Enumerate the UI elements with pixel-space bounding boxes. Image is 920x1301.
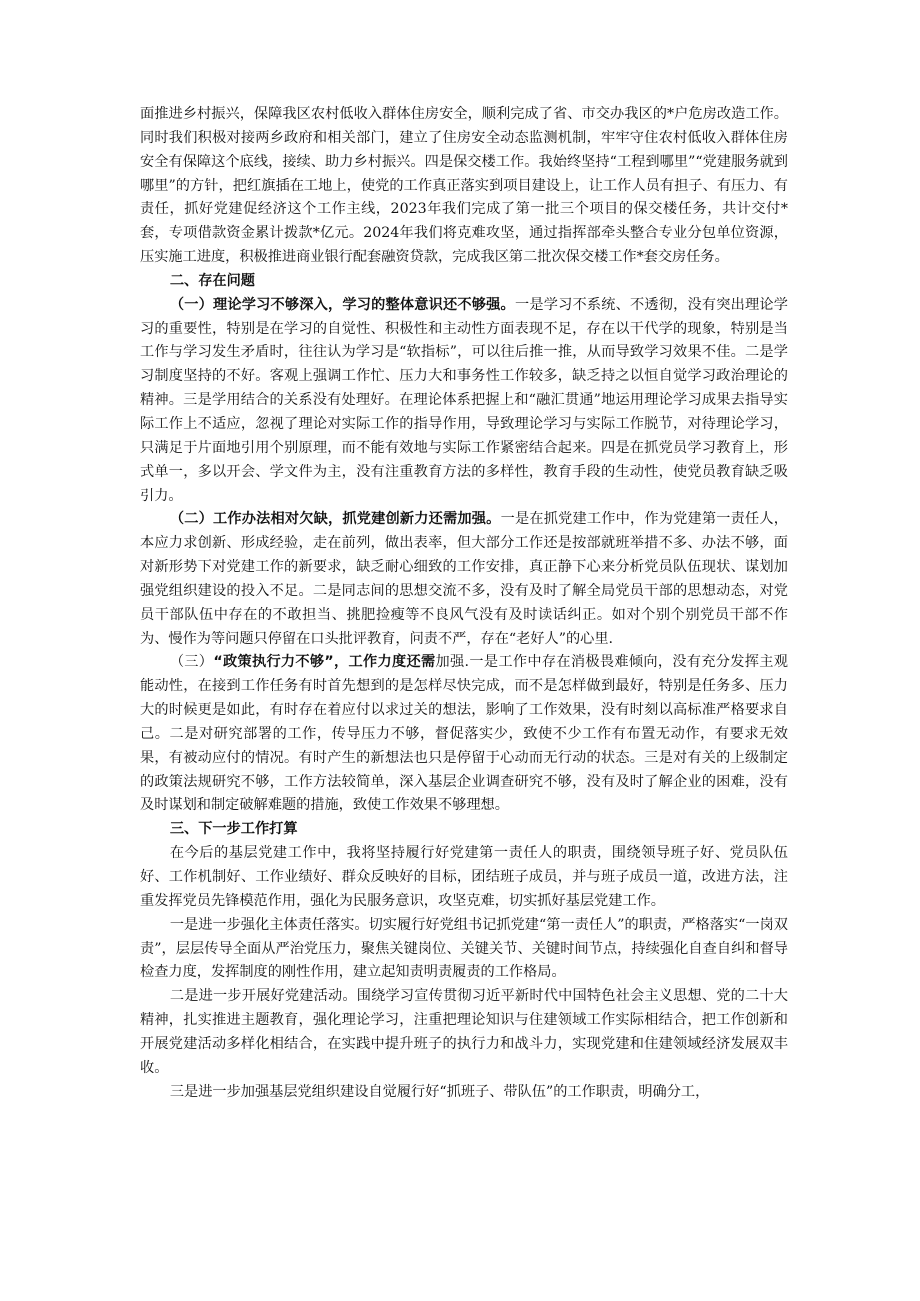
- problem-1-heading: （一）理论学习不够深入，学习的整体意识还不够强。: [169, 296, 515, 313]
- problem-2-heading: （二）工作办法相对欠缺，抓党建创新力还需加强。: [169, 511, 501, 528]
- problem-2-body: 一是在抓党建工作中，作为党建第一责任人，本应力求创新、形成经验，走在前列，做出表率，但大部分工作还是按部就班举措不多、办法不够，面对新形势下对党建工作的新要求，缺乏耐心细致的工作安排，真正静下心来分析党员队伍现状、谋划加强党组织建设的投入不足。二是同志间的思想交流不多，没有及时了解全局党员干部的思想动态，对党员干部队伍中存在的不敢担当、挑肥捡瘦等不良风气没有及时读话纠正。如对个别个别党员干部不作为、慢作为等问题只停留在口头批评教育，问责不严，存在“老好人”的心里.: [140, 511, 788, 647]
- problem-3-body: 加强.一是工作中存在消极畏难倾向，没有充分发挥主观能动性，在接到工作任务有时首先想到的是怎样尽快完成，而不是怎样做到最好，特别是任务多、压力大的时候更是如此，有时存在着应付以求过关的想法，影响了工作效果，没有时刻以高标准严格要求自己。二是对研究部署的工作，传导压力不够，督促落实少，致使不少工作有布置无动作，有要求无效果，有被动应付的情况。有时产生的新想法也只是停留于心动而无行动的状态。三是对有关的上级制定的政策法规研究不够，工作方法较简单，深入基层企业调查研究不够，没有及时了解企业的困难，没有及时谋划和制定破解难题的措施，致使工作效果不够理想。: [140, 654, 788, 814]
- section-heading-problems: 二、存在问题: [169, 272, 255, 289]
- plan-paragraph-1: 一是进一步强化主体责任落实。切实履行好党组书记抓党建“第一责任人”的职责，严格落实“一岗双责”，层层传导全面从严治党压力，聚焦关键岗位、关键关节、关键时间节点，持续强化自查自纠和督导检查力度，发挥制度的刚性作用，建立起知责明责履责的工作格局。: [140, 916, 788, 981]
- problem-paragraph-3: [140, 651, 788, 818]
- document-page: [140, 103, 788, 1104]
- intro-paragraph: 面推进乡村振兴，保障我区农村低收入群体住房安全，顺利完成了省、市交办我区的*户危房改造工作。同时我们积极对接两乡政府和相关部门，建立了住房安全动态监测机制，牢牢守住农村低收入群体住房安全有保障这个底线，接续、助力乡村振兴。四是保交楼工作。我始终坚持“工程到哪里”“党建服务就到哪里”的方针，把红旗插在工地上，使党的工作真正落实到项目建设上，让工作人员有担子、有压力、有责任，抓好党建促经济这个工作主线，2023年我们完成了第一批三个项目的保交楼任务，共计交付*套，专项借款资金累计拨款*亿元。2024年我们将克难攻坚，通过指挥部牵头整合专业分包单位资源，压实施工进度，积极推进商业银行配套融资贷款，完成我区第二批次保交楼工作*套交房任务。: [140, 106, 788, 266]
- problem-1-body: 一是学习不系统、不透彻，没有突出理论学习的重要性，特别是在学习的自觉性、积极性和主动性方面表现不足，存在以干代学的现象，特别是当工作与学习发生矛盾时，往往认为学习是“软指标”，可以往后推一推，从而导致学习效果不佳。二是学习制度坚持的不好。客观上强调工作忙、压力大和事务性工作较多，缺乏持之以恒自觉学习政治理论的精神。三是学用结合的关系没有处理好。在理论体系把握上和“融汇贯通”地运用理论学习成果去指导实际工作上不适应，忽视了理论对实际工作的指导作用，导致理论学习与实际工作脱节，对待理论学习，只满足于片面地引用个别原理，而不能有效地与实际工作紧密结合起来。四是在抓党员学习教育上，形式单一，多以开会、学文件为主，没有注重教育方法的多样性，教育手段的生动性，使党员教育缺乏吸引力。: [140, 296, 788, 504]
- section-heading-next-steps: 三、下一步工作打算: [169, 821, 298, 838]
- problem-3-prefix: （三）: [169, 654, 214, 671]
- plan-paragraph-2: 二是进一步开展好党建活动。围绕学习宣传贯彻习近平新时代中国特色社会主义思想、党的二十大精神，扎实推进主题教育，强化理论学习，注重把理论知识与住建领域工作实际相结合，把工作创新和开展党建活动多样化相结合，在实践中提升班子的执行力和战斗力，实现党建和住建领域经济发展双丰收。: [140, 988, 788, 1076]
- plan-paragraph-intro: 在今后的基层党建工作中，我将坚持履行好党建第一责任人的职责，围绕领导班子好、党员队伍好、工作机制好、工作业绩好、群众反映好的目标，团结班子成员，并与班子成员一道，改进方法，注重发挥党员先锋模范作用，强化为民服务意识，攻坚克难，切实抓好基层党建工作。: [140, 845, 788, 909]
- problem-paragraph-1: [140, 294, 788, 509]
- plan-paragraph-3: 三是进一步加强基层党组织建设自觉履行好“抓班子、带队伍”的工作职责，明确分工，: [169, 1083, 710, 1100]
- problem-paragraph-2: [140, 508, 788, 651]
- problem-3-heading: “政策执行力不够”，工作力度还需: [213, 654, 436, 671]
